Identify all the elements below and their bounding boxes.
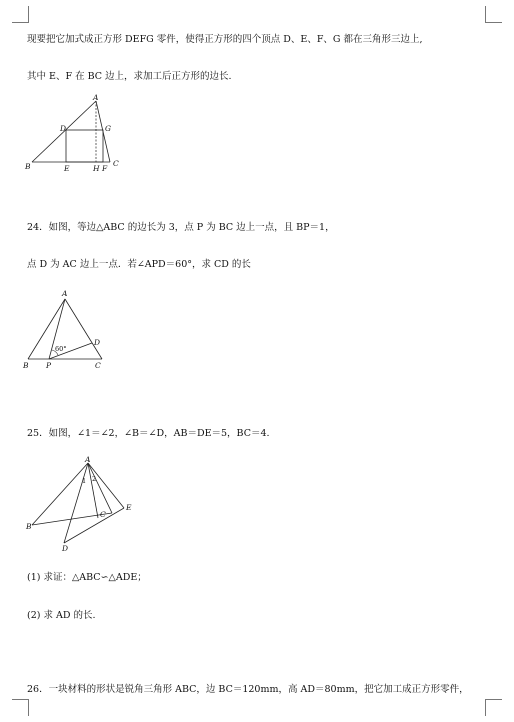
question-25-part-2: (2) 求 AD 的长. [27, 610, 96, 621]
fig2-angle-label: 60° [55, 345, 67, 353]
fig2-label-d: D [94, 338, 101, 347]
fig3-angle-1: 1 [82, 477, 87, 485]
fig1-square [66, 130, 103, 162]
crop-mark-top-left [12, 6, 29, 23]
fig1-label-d: D [60, 124, 67, 133]
fig1-label-c: C [113, 159, 119, 168]
question-25-part-1: (1) 求证：△ABC∽△ADE； [27, 572, 147, 583]
fig1-label-b: B [25, 162, 31, 171]
fig1-label-e: E [64, 164, 70, 173]
question-24-line-1: 24．如图，等边△ABC 的边长为 3，点 P 为 BC 边上一点，且 BP＝1， [27, 222, 335, 233]
crop-mark-bottom-left [12, 699, 29, 716]
fig3-label-a: A [85, 455, 91, 464]
fig2-label-b: B [23, 361, 29, 370]
fig3-label-b: B [26, 522, 32, 531]
figure-square-in-triangle [20, 92, 130, 174]
fig1-label-a: A [93, 93, 99, 102]
text-line-1: 现要把它加式成正方形 DEFG 零件，使得正方形的四个顶点 D、E、F、G 都在三角形三边上, [27, 34, 423, 45]
fig3-label-e: E [126, 503, 132, 512]
fig1-label-f: F [102, 164, 108, 173]
question-24-line-2: 点 D 为 AC 边上一点．若∠APD＝60°，求 CD 的长 [27, 259, 251, 270]
crop-mark-top-right [485, 6, 502, 23]
question-26-line: 26．一块材料的形状是锐角三角形 ABC，边 BC＝120mm，高 AD＝80mm，把它加工成正方形零件， [27, 684, 469, 695]
fig2-label-p: P [46, 361, 52, 370]
question-25-line: 25．如图，∠1＝∠2，∠B＝∠D，AB＝DE＝5，BC＝4. [27, 428, 270, 439]
fig1-label-g: G [105, 124, 111, 133]
fig3-angle-2: 2 [92, 475, 97, 483]
fig3-label-d: D [62, 544, 69, 553]
fig3-label-c: C [100, 510, 106, 519]
fig1-label-h: H [93, 164, 100, 173]
figure-similar-triangles [20, 455, 140, 555]
text-line-2: 其中 E、F 在 BC 边上，求加工后正方形的边长. [27, 71, 232, 82]
figure-equilateral-triangle [20, 288, 115, 372]
fig2-label-a: A [62, 289, 68, 298]
crop-mark-bottom-right [485, 699, 502, 716]
fig2-label-c: C [95, 361, 101, 370]
